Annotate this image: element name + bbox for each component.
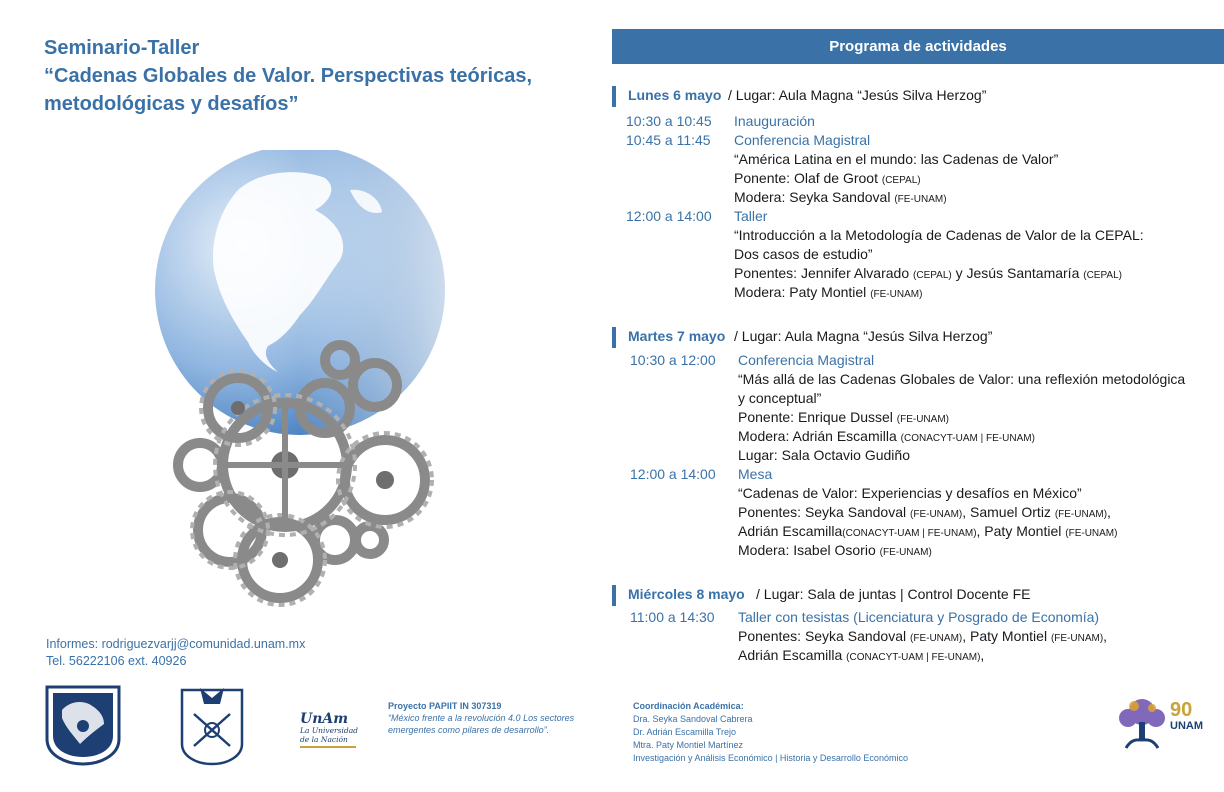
day-name: Miércoles 8 mayo: [628, 586, 745, 602]
talk-title: “América Latina en el mundo: las Cadenas de Valor”: [734, 151, 1059, 167]
schedule-row: [626, 207, 768, 226]
schedule-row: [626, 112, 815, 131]
unam-seal-icon: [44, 684, 122, 771]
coord-name: Dr. Adrián Escamilla Trejo: [633, 727, 737, 737]
moderator-line: [734, 283, 922, 304]
affiliation: (FE-UNAM): [879, 547, 932, 558]
activity-label: Conferencia Magistral: [738, 352, 875, 368]
contact-email[interactable]: Informes: rodriguezvarjj@comunidad.unam.mx: [46, 637, 306, 651]
title-line-2: “Cadenas Globales de Valor. Perspectivas teóricas,: [44, 65, 533, 87]
speaker-line: [738, 646, 984, 667]
affiliation: (FE-UNAM): [896, 414, 949, 425]
anniversary-badge: [1170, 700, 1218, 732]
globe-with-gears-illustration: [150, 150, 450, 620]
speaker-name: Ponentes: Seyka Sandoval: [738, 628, 907, 644]
unam-signature-icon: [300, 712, 370, 748]
day-marker: [612, 327, 616, 348]
time-slot: 12:00 a 14:00: [626, 208, 712, 224]
coord-name: Dra. Seyka Sandoval Cabrera: [633, 714, 753, 724]
day-marker: [612, 585, 616, 606]
activity-label: Mesa: [738, 466, 773, 482]
affiliation: (CEPAL): [913, 270, 952, 281]
papiit-title: Proyecto PAPIIT IN 307319: [388, 701, 502, 711]
affiliation: (FE-UNAM): [910, 633, 963, 644]
speaker-name: Ponentes: Jennifer Alvarado: [734, 265, 910, 281]
affiliation: (FE-UNAM): [1050, 633, 1104, 644]
program-header: Programa de actividades: [612, 29, 1224, 64]
coord-name: Mtra. Paty Montiel Martínez: [633, 740, 744, 750]
separator: ,: [1103, 628, 1108, 644]
affiliation: (CONACYT-UAM | FE-UNAM): [846, 652, 981, 663]
affiliation: (FE-UNAM): [870, 289, 923, 300]
affiliation: (CEPAL): [1083, 270, 1122, 281]
speaker-line: [734, 169, 921, 190]
speaker-name: , Samuel Ortiz: [962, 504, 1051, 520]
gold-underline: [300, 746, 356, 748]
time-slot: 11:00 a 14:30: [630, 609, 715, 625]
anniversary-number: 90: [1170, 699, 1193, 721]
day-location: / Lugar: Sala de juntas | Control Docente FE: [756, 586, 1031, 602]
affiliation: (FE-UNAM): [1054, 509, 1108, 520]
talk-title-cont: Dos casos de estudio”: [734, 246, 873, 262]
speaker-line: [738, 627, 1107, 648]
speaker-line: [734, 264, 1122, 285]
affiliation: (FE-UNAM): [894, 194, 947, 205]
time-slot: 10:30 a 12:00: [630, 352, 716, 368]
affiliation: (CONACYT-UAM | FE-UNAM): [842, 528, 977, 539]
speaker-name: Ponente: Olaf de Groot: [734, 170, 878, 186]
talk-title: “Más allá de las Cadenas Globales de Valor: una reflexión metodológica: [738, 371, 1186, 387]
anniversary-tree-icon: [1112, 694, 1172, 761]
speaker-name: Adrián Escamilla: [738, 647, 843, 663]
schedule-row: [630, 608, 1100, 627]
speaker-name: y Jesús Santamaría: [955, 265, 1080, 281]
affiliation: (FE-UNAM): [910, 509, 963, 520]
speaker-name: Ponente: Enrique Dussel: [738, 409, 893, 425]
contact-phone: Tel. 56222106 ext. 40926: [46, 654, 187, 668]
venue-line: Lugar: Sala Octavio Gudiño: [738, 447, 910, 463]
speaker-name: Ponentes: Seyka Sandoval: [738, 504, 907, 520]
contact-info: [46, 636, 305, 670]
activity-label: Inauguración: [734, 113, 815, 129]
moderator-name: Modera: Isabel Osorio: [738, 542, 876, 558]
time-slot: 10:30 a 10:45: [626, 113, 712, 129]
activity-label: Taller con tesistas (Licenciatura y Posgrado de Economía): [738, 609, 1100, 625]
coord-title: Coordinación Académica:: [633, 701, 744, 711]
speaker-name: , Paty Montiel: [962, 628, 1048, 644]
affiliation: (CONACYT-UAM | FE-UNAM): [900, 433, 1035, 444]
speaker-name: , Paty Montiel: [976, 523, 1062, 539]
day-location: / Lugar: Aula Magna “Jesús Silva Herzog”: [728, 87, 987, 103]
separator: ,: [1107, 504, 1111, 520]
moderator-line: [738, 427, 1035, 448]
separator: ,: [980, 647, 985, 663]
activity-label: Conferencia Magistral: [734, 132, 871, 148]
unam-script-text: UnAm: [300, 711, 349, 727]
time-slot: 10:45 a 11:45: [626, 132, 711, 148]
moderator-line: [734, 188, 947, 209]
day-location: / Lugar: Aula Magna “Jesús Silva Herzog”: [734, 328, 993, 344]
time-slot: 12:00 a 14:00: [630, 466, 716, 482]
speaker-line: [738, 503, 1111, 524]
moderator-line: [738, 541, 932, 562]
speaker-name: Adrián Escamilla: [738, 523, 843, 539]
schedule-row: [630, 465, 773, 484]
activity-label: Taller: [734, 208, 768, 224]
fe-shield-icon: [180, 684, 244, 773]
moderator-name: Modera: Seyka Sandoval: [734, 189, 891, 205]
talk-title: “Cadenas de Valor: Experiencias y desafíos en México”: [738, 485, 1082, 501]
papiit-quote: “México frente a la revolución 4.0 Los sectores emergentes como pilares de desarrollo”.: [388, 713, 575, 735]
moderator-name: Modera: Adrián Escamilla: [738, 428, 897, 444]
speaker-line: [738, 408, 949, 429]
unam-tagline: La Universidad de la Nación: [300, 726, 358, 744]
day-name: Lunes 6 mayo: [628, 87, 722, 103]
anniversary-text: UNAM: [1170, 720, 1203, 732]
affiliation: (CEPAL): [881, 175, 921, 186]
academic-coordination: [633, 700, 973, 765]
talk-title: “Introducción a la Metodología de Cadenas de Valor de la CEPAL:: [734, 227, 1144, 243]
coord-units: Investigación y Análisis Económico | Historia y Desarrollo Económico: [633, 753, 908, 763]
moderator-name: Modera: Paty Montiel: [734, 284, 867, 300]
affiliation: (FE-UNAM): [1065, 528, 1118, 539]
title-line-1: Seminario-Taller: [44, 37, 200, 59]
schedule-row: [630, 351, 875, 370]
papiit-project: [388, 700, 588, 736]
day-marker: [612, 86, 616, 107]
day-name: Martes 7 mayo: [628, 328, 726, 344]
schedule-row: [626, 131, 871, 150]
seminar-title: [44, 34, 604, 118]
title-line-3: metodológicas y desafíos”: [44, 93, 299, 115]
speaker-line: [738, 522, 1117, 543]
talk-title-cont: y conceptual”: [738, 390, 822, 406]
